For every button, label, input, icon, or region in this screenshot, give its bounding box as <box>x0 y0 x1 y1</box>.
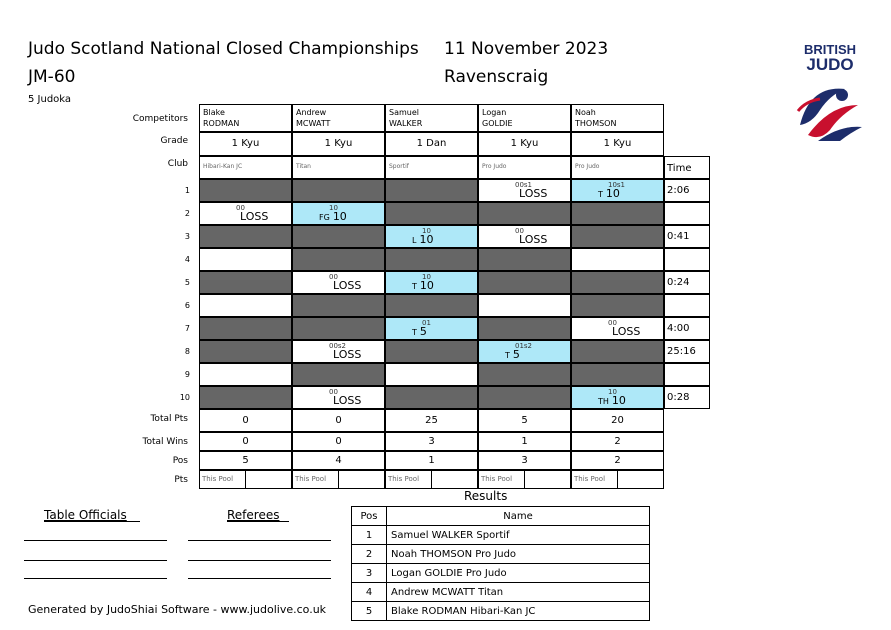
competitor-club-cell <box>385 156 478 179</box>
match-cell <box>385 363 478 386</box>
round-number: 9 <box>184 370 190 379</box>
competitor-grade: 1 Kyu <box>292 132 385 156</box>
match-score-detail: 00 <box>515 227 524 235</box>
result-name: Blake RODMAN Hibari-Kan JC <box>387 602 650 621</box>
blank-cell <box>199 386 292 409</box>
footer-credit: Generated by JudoShiai Software - www.judolive.co.uk <box>28 603 327 616</box>
this-pool-label: This Pool <box>574 475 606 483</box>
competitor-club: Sportif <box>389 163 409 170</box>
win-type-symbol: TH <box>598 397 609 406</box>
blank-cell <box>385 386 478 409</box>
match-time <box>664 202 710 225</box>
blank-cell <box>571 202 664 225</box>
competitor-total-wins: 0 <box>292 432 385 451</box>
blank-cell <box>571 294 664 317</box>
competitor-grade: 1 Kyu <box>199 132 292 156</box>
blank-cell <box>199 271 292 294</box>
competitor-grade: 1 Dan <box>385 132 478 156</box>
blank-cell <box>478 248 571 271</box>
match-result-group <box>505 348 520 361</box>
match-result-group <box>412 325 427 338</box>
pool-points-cell <box>385 470 478 489</box>
match-time <box>664 248 710 271</box>
match-cell <box>292 340 385 363</box>
competitor-club: Pro Judo <box>575 163 600 170</box>
match-score-detail: 00 <box>329 273 338 281</box>
match-score-detail: 10 <box>422 273 431 281</box>
competitor-last-name: MCWATT <box>296 119 331 128</box>
results-row <box>352 526 650 545</box>
match-cell <box>478 179 571 202</box>
competitor-name-cell <box>292 104 385 132</box>
match-result-group <box>598 394 626 407</box>
competitor-total-pts: 20 <box>571 409 664 432</box>
pool-points-divider <box>338 471 339 488</box>
result-name: Noah THOMSON Pro Judo <box>387 545 650 564</box>
results-col-pos: Pos <box>352 507 387 526</box>
match-score-detail: 10 <box>422 227 431 235</box>
competitor-pos: 5 <box>199 451 292 470</box>
label-pos: Pos <box>172 456 188 466</box>
result-name: Andrew MCWATT Titan <box>387 583 650 602</box>
match-result-group <box>240 210 268 223</box>
match-result-group <box>412 279 434 292</box>
pool-points-cell <box>292 470 385 489</box>
signature-line <box>24 560 167 561</box>
competitor-pos: 1 <box>385 451 478 470</box>
round-number: 1 <box>184 186 190 195</box>
blank-cell <box>199 317 292 340</box>
label-total_wins: Total Wins <box>142 437 188 447</box>
match-result: LOSS <box>519 233 548 246</box>
match-result-group <box>412 233 433 246</box>
match-score-detail: 10s1 <box>608 181 626 189</box>
category: JM-60 <box>28 67 76 87</box>
match-cell <box>385 225 478 248</box>
round-number: 10 <box>179 393 190 402</box>
round-number: 8 <box>184 347 190 356</box>
competitor-pos: 4 <box>292 451 385 470</box>
match-result: 5 <box>419 325 427 338</box>
match-result: LOSS <box>519 187 548 200</box>
match-result: LOSS <box>240 210 269 223</box>
signature-line <box>188 560 331 561</box>
match-result-group <box>519 233 547 246</box>
competitor-name-cell <box>385 104 478 132</box>
competitor-first-name: Samuel <box>389 108 419 117</box>
competitor-count: 5 Judoka <box>28 94 72 105</box>
match-cell <box>571 248 664 271</box>
this-pool-label: This Pool <box>388 475 420 483</box>
this-pool-label: This Pool <box>295 475 327 483</box>
match-result: 10 <box>419 279 434 292</box>
match-cell <box>199 363 292 386</box>
win-type-symbol: FG <box>319 213 330 222</box>
competitor-club-cell <box>292 156 385 179</box>
time-header: Time <box>664 156 710 179</box>
round-number: 5 <box>184 278 190 287</box>
result-name: Logan GOLDIE Pro Judo <box>387 564 650 583</box>
match-result-group <box>598 187 620 200</box>
blank-cell <box>292 179 385 202</box>
match-score-detail: 00 <box>608 319 617 327</box>
result-position: 1 <box>352 526 387 545</box>
match-result-group <box>519 187 547 200</box>
match-cell <box>199 248 292 271</box>
this-pool-label: This Pool <box>202 475 234 483</box>
result-name: Samuel WALKER Sportif <box>387 526 650 545</box>
competitor-name-cell <box>199 104 292 132</box>
competitor-last-name: RODMAN <box>203 119 240 128</box>
competitor-total-pts: 0 <box>292 409 385 432</box>
match-cell <box>292 386 385 409</box>
match-result: 5 <box>512 348 520 361</box>
blank-cell <box>571 363 664 386</box>
competitor-first-name: Andrew <box>296 108 327 117</box>
blank-cell <box>385 179 478 202</box>
results-row <box>352 545 650 564</box>
results-title: Results <box>464 489 508 503</box>
competitor-club-cell <box>199 156 292 179</box>
match-cell <box>385 271 478 294</box>
referees-label: Referees <box>227 508 280 522</box>
competitor-name-cell <box>571 104 664 132</box>
competitor-total-pts: 5 <box>478 409 571 432</box>
label-pts: Pts <box>174 475 188 485</box>
pool-points-cell <box>571 470 664 489</box>
competitor-total-pts: 25 <box>385 409 478 432</box>
competitor-total-wins: 0 <box>199 432 292 451</box>
match-score-detail: 00s1 <box>515 181 533 189</box>
win-type-symbol: L <box>412 236 417 245</box>
match-cell <box>292 202 385 225</box>
result-position: 4 <box>352 583 387 602</box>
competitor-first-name: Noah <box>575 108 596 117</box>
blank-cell <box>292 225 385 248</box>
match-result-group <box>319 210 347 223</box>
british-judo-logo <box>790 42 870 151</box>
result-position: 5 <box>352 602 387 621</box>
judoka-emblem-icon <box>790 75 870 147</box>
competitor-last-name: WALKER <box>389 119 423 128</box>
match-score-detail: 00 <box>329 388 338 396</box>
blank-cell <box>199 225 292 248</box>
match-result: LOSS <box>333 348 362 361</box>
match-cell <box>478 294 571 317</box>
match-result: LOSS <box>612 325 641 338</box>
label-club: Club <box>167 159 188 169</box>
blank-cell <box>571 340 664 363</box>
event-date: 11 November 2023 <box>444 39 609 59</box>
blank-cell <box>199 340 292 363</box>
pool-points-divider <box>524 471 525 488</box>
match-cell <box>292 271 385 294</box>
competitor-pos: 2 <box>571 451 664 470</box>
blank-cell <box>292 248 385 271</box>
match-result: 10 <box>332 210 347 223</box>
match-score-detail: 00s2 <box>329 342 347 350</box>
result-position: 3 <box>352 564 387 583</box>
pool-points-divider <box>245 471 246 488</box>
logo-text-top: BRITISH <box>804 42 856 57</box>
match-result-group <box>333 348 361 361</box>
competitor-club: Hibari-Kan JC <box>203 163 243 170</box>
blank-cell <box>478 317 571 340</box>
competitor-total-pts: 0 <box>199 409 292 432</box>
blank-cell <box>478 202 571 225</box>
results-row <box>352 602 650 621</box>
match-cell <box>571 317 664 340</box>
results-col-name: Name <box>387 507 650 526</box>
match-time: 25:16 <box>664 340 710 363</box>
match-result: LOSS <box>333 279 362 292</box>
blank-cell <box>292 317 385 340</box>
this-pool-label: This Pool <box>481 475 513 483</box>
blank-cell <box>385 294 478 317</box>
blank-cell <box>199 179 292 202</box>
signature-line <box>24 578 167 579</box>
event-title: Judo Scotland National Closed Championships <box>28 39 419 59</box>
results-row <box>352 564 650 583</box>
blank-cell <box>292 294 385 317</box>
blank-cell <box>478 386 571 409</box>
competitor-first-name: Blake <box>203 108 225 117</box>
match-score-detail: 10 <box>329 204 338 212</box>
match-time: 0:41 <box>664 225 710 248</box>
competitor-first-name: Logan <box>482 108 507 117</box>
competitor-total-wins: 3 <box>385 432 478 451</box>
round-number: 3 <box>184 232 190 241</box>
match-time <box>664 363 710 386</box>
match-result-group <box>612 325 640 338</box>
match-score-detail: 10 <box>608 388 617 396</box>
blank-cell <box>292 363 385 386</box>
match-cell <box>571 386 664 409</box>
pool-points-divider <box>431 471 432 488</box>
round-number: 7 <box>184 324 190 333</box>
match-score-detail: 00 <box>236 204 245 212</box>
win-type-symbol: T <box>412 328 417 337</box>
win-type-symbol: T <box>598 190 603 199</box>
competitor-total-wins: 1 <box>478 432 571 451</box>
label-competitors: Competitors <box>132 114 188 124</box>
blank-cell <box>385 202 478 225</box>
round-number: 6 <box>184 301 190 310</box>
pool-points-cell <box>478 470 571 489</box>
competitor-club: Pro Judo <box>482 163 507 170</box>
pool-points-cell <box>199 470 292 489</box>
blank-cell <box>571 271 664 294</box>
match-time <box>664 294 710 317</box>
venue: Ravenscraig <box>444 67 549 87</box>
round-number: 4 <box>184 255 190 264</box>
match-cell <box>571 179 664 202</box>
round-number: 2 <box>184 209 190 218</box>
competitor-last-name: GOLDIE <box>482 119 513 128</box>
match-result: LOSS <box>333 394 362 407</box>
win-type-symbol: T <box>412 282 417 291</box>
match-result-group <box>333 394 361 407</box>
competitor-club-cell <box>571 156 664 179</box>
competitor-club-cell <box>478 156 571 179</box>
competitor-total-wins: 2 <box>571 432 664 451</box>
blank-cell <box>571 225 664 248</box>
competitor-club: Titan <box>296 163 311 170</box>
competitor-name-cell <box>478 104 571 132</box>
competitor-pos: 3 <box>478 451 571 470</box>
table-officials-label: Table Officials <box>44 508 127 522</box>
label-grade: Grade <box>160 136 188 146</box>
match-cell <box>199 294 292 317</box>
match-score-detail: 01 <box>422 319 431 327</box>
signature-line <box>24 540 167 541</box>
match-cell <box>385 317 478 340</box>
match-result: 10 <box>605 187 620 200</box>
win-type-symbol: T <box>505 351 510 360</box>
signature-line <box>188 540 331 541</box>
match-result-group <box>333 279 361 292</box>
results-table <box>351 506 650 621</box>
match-result: 10 <box>611 394 626 407</box>
table-officials-underline <box>44 521 140 522</box>
match-cell <box>199 202 292 225</box>
competitor-grade: 1 Kyu <box>478 132 571 156</box>
results-row <box>352 583 650 602</box>
signature-line <box>188 578 331 579</box>
label-total_pts: Total Pts <box>150 414 188 424</box>
match-cell <box>478 225 571 248</box>
competitor-last-name: THOMSON <box>575 119 617 128</box>
blank-cell <box>385 248 478 271</box>
competitor-grade: 1 Kyu <box>571 132 664 156</box>
blank-cell <box>385 340 478 363</box>
logo-text-bottom: JUDO <box>806 55 854 74</box>
match-time: 2:06 <box>664 179 710 202</box>
pool-points-divider <box>617 471 618 488</box>
match-time: 0:28 <box>664 386 710 409</box>
match-time: 4:00 <box>664 317 710 340</box>
match-score-detail: 01s2 <box>515 342 533 350</box>
referees-underline <box>227 521 289 522</box>
blank-cell <box>478 363 571 386</box>
result-position: 2 <box>352 545 387 564</box>
blank-cell <box>478 271 571 294</box>
match-cell <box>478 340 571 363</box>
match-time: 0:24 <box>664 271 710 294</box>
match-result: 10 <box>419 233 434 246</box>
